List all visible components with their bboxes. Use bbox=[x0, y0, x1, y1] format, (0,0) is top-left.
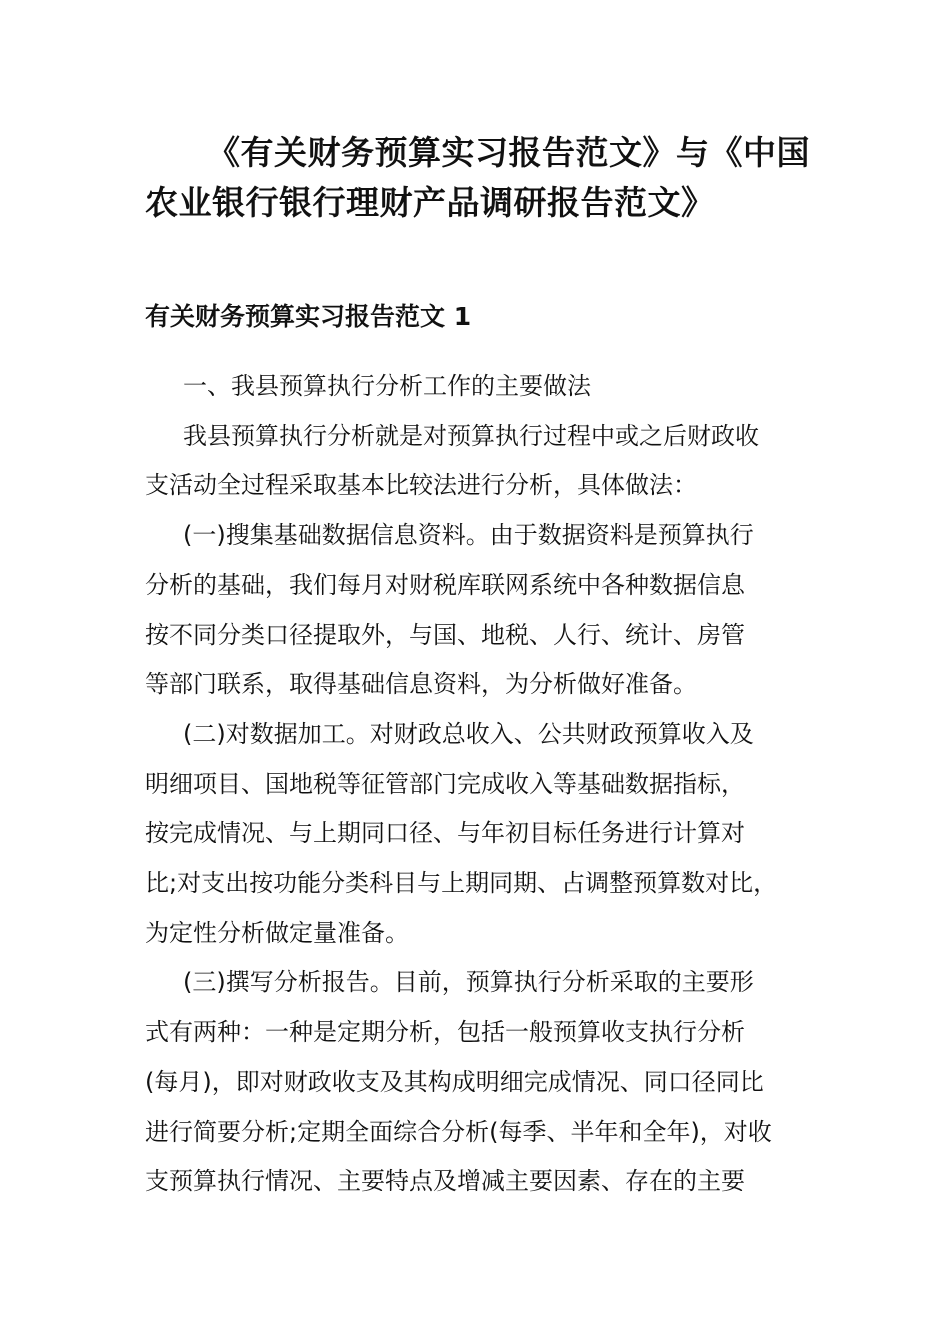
paragraph-line: 进行简要分析;定期全面综合分析(每季、半年和全年)，对收 bbox=[145, 1117, 772, 1146]
paragraph-line: 式有两种：一种是定期分析，包括一般预算收支执行分析 bbox=[145, 1018, 745, 1047]
paragraph-line: (三)撰写分析报告。目前，预算执行分析采取的主要形 bbox=[183, 968, 754, 997]
paragraph-line: 一、我县预算执行分析工作的主要做法 bbox=[183, 372, 591, 400]
paragraph-line: 等部门联系，取得基础信息资料，为分析做好准备。 bbox=[145, 670, 697, 699]
paragraph-3 bbox=[145, 511, 810, 710]
paragraph-4 bbox=[145, 710, 810, 959]
paragraph-line: (每月)，即对财政收支及其构成明细完成情况、同口径同比 bbox=[145, 1067, 764, 1096]
paragraph-line: (一)搜集基础数据信息资料。由于数据资料是预算执行 bbox=[183, 521, 754, 550]
paragraph-line: 按不同分类口径提取外，与国、地税、人行、统计、房管 bbox=[145, 620, 745, 649]
document-body bbox=[145, 362, 810, 1207]
paragraph-line: 支活动全过程采取基本比较法进行分析，具体做法： bbox=[145, 471, 697, 500]
paragraph-line: 比;对支出按功能分类科目与上期同期、占调整预算数对比， bbox=[145, 869, 778, 898]
paragraph-line: 明细项目、国地税等征管部门完成收入等基础数据指标， bbox=[145, 769, 745, 798]
paragraph-line: 分析的基础，我们每月对财税库联网系统中各种数据信息 bbox=[145, 570, 745, 599]
paragraph-1 bbox=[145, 362, 810, 412]
section-heading: 有关财务预算实习报告范文 1 bbox=[145, 302, 472, 331]
paragraph-line: 按完成情况、与上期同口径、与年初目标任务进行计算对 bbox=[145, 819, 745, 848]
paragraph-line: 我县预算执行分析就是对预算执行过程中或之后财政收 bbox=[183, 421, 759, 450]
paragraph-5 bbox=[145, 958, 810, 1207]
paragraph-2 bbox=[145, 412, 810, 511]
paragraph-line: 为定性分析做定量准备。 bbox=[145, 918, 409, 947]
paragraph-line: (二)对数据加工。对财政总收入、公共财政预算收入及 bbox=[183, 719, 754, 748]
paragraph-line: 支预算执行情况、主要特点及增减主要因素、存在的主要 bbox=[145, 1167, 745, 1196]
document-title: 《有关财务预算实习报告范文》与《中国农业银行银行理财产品调研报告范文》 bbox=[145, 133, 810, 222]
